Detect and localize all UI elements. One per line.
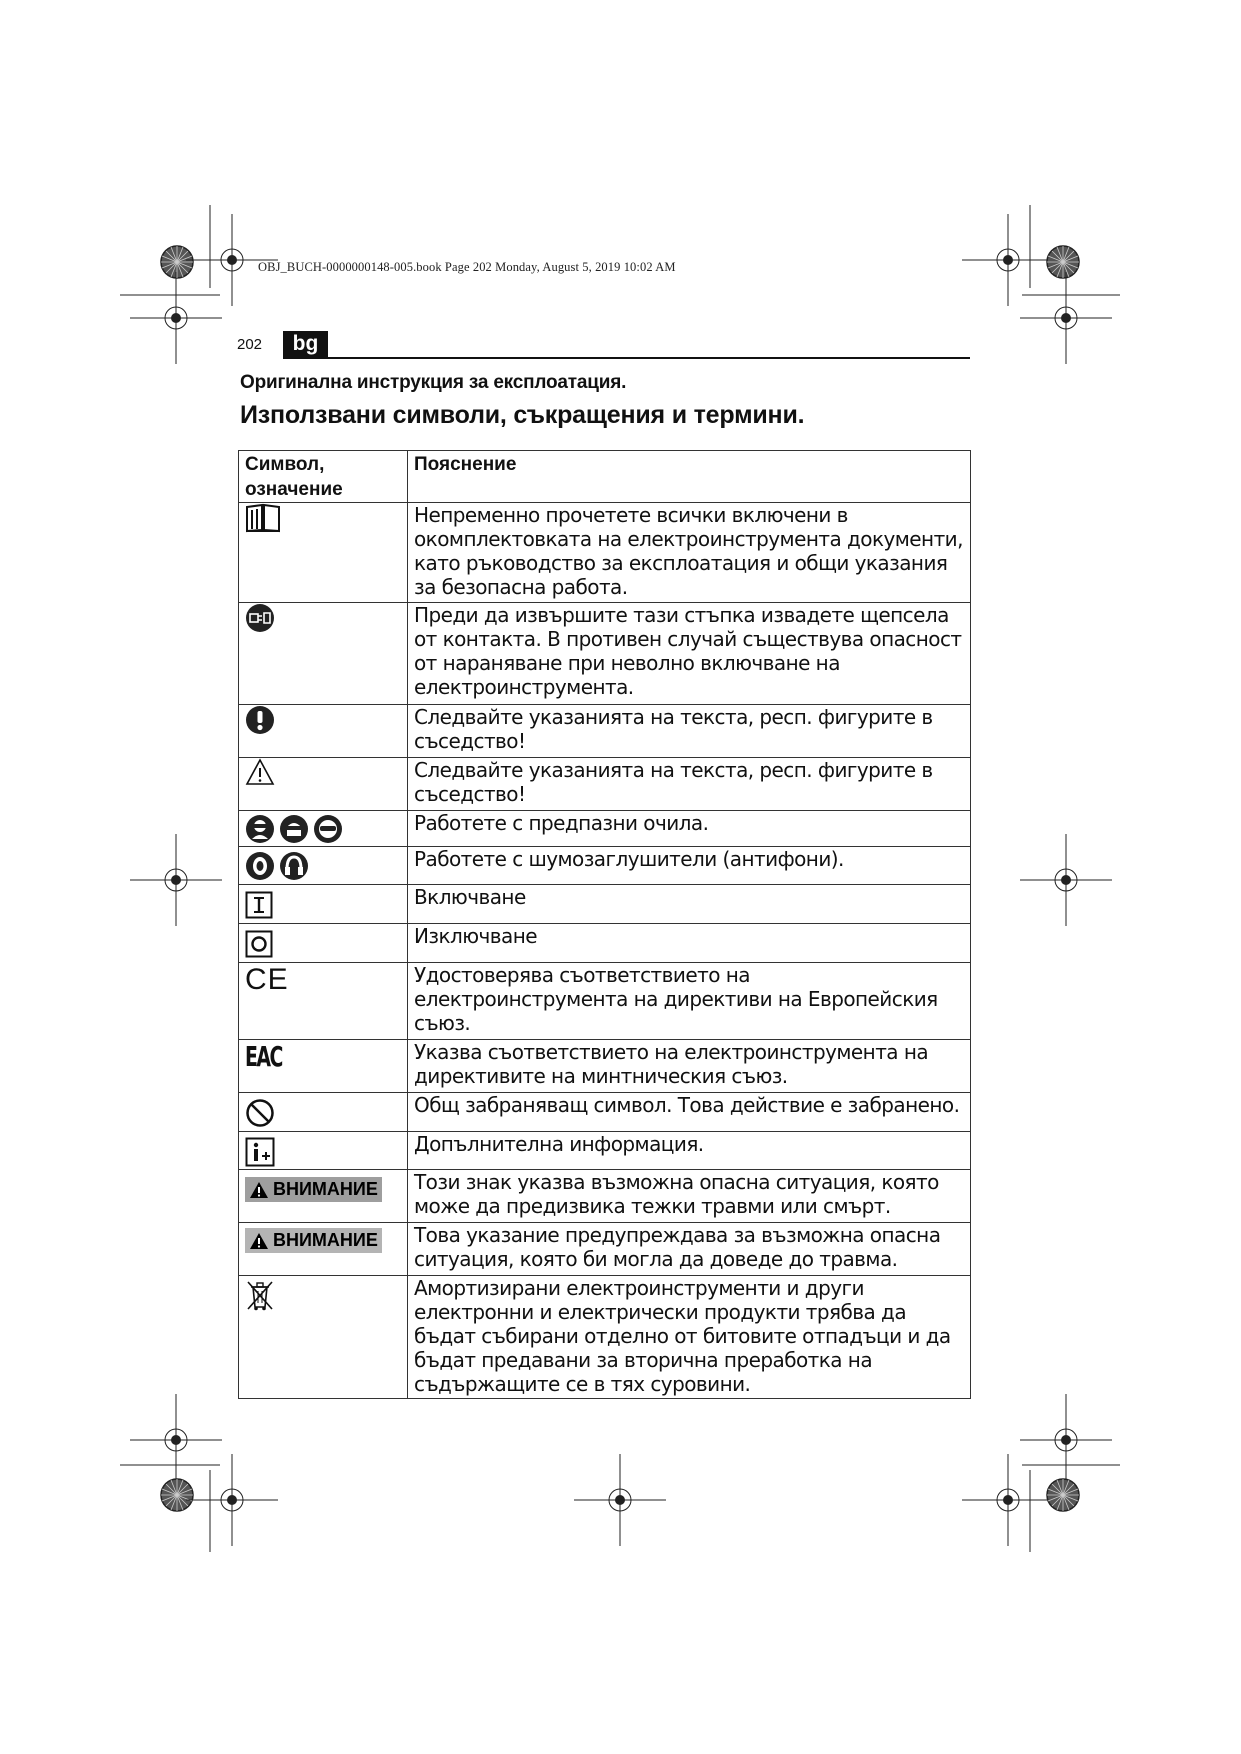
table-row xyxy=(239,1040,971,1093)
row-explanation: Това указание предупреждава за възможна опасна ситуация, която би могла да доведе до травма. xyxy=(408,1223,971,1276)
table-row xyxy=(239,503,971,603)
ear-protection-icons xyxy=(245,851,311,881)
table-row xyxy=(239,1170,971,1223)
row-explanation: Този знак указва възможна опасна ситуация, която може да предизвика тежки травми или смърт. xyxy=(408,1170,971,1223)
language-badge: bg xyxy=(283,331,328,357)
table-header-row xyxy=(239,451,971,503)
table-row xyxy=(239,1132,971,1170)
table-row xyxy=(239,885,971,924)
table-row xyxy=(239,1276,971,1399)
row-explanation: Допълнителна информация. xyxy=(408,1132,971,1170)
table-row xyxy=(239,1223,971,1276)
row-explanation: Указва съответствието на електроинструмента на директивите на минтническия съюз. xyxy=(408,1040,971,1093)
table-row xyxy=(239,924,971,963)
table-row xyxy=(239,1093,971,1132)
header-symbol: Символ, означение xyxy=(239,451,408,503)
row-explanation: Следвайте указанията на текста, респ. фигурите в съседство! xyxy=(408,705,971,758)
weee-bin-icon xyxy=(245,1279,275,1311)
eac-mark-icon: EAC xyxy=(245,1040,282,1073)
section-title: Използвани символи, съкращения и термини. xyxy=(240,401,805,429)
row-explanation: Удостоверява съответствието на електроинструмента на директиви на Европейския съюз. xyxy=(408,963,971,1040)
row-explanation: Преди да извършите тази стъпка извадете щепсела от контакта. В противен случай съществува опасност от нараняване при неволно включване на електроинструмента. xyxy=(408,603,971,705)
table-row xyxy=(239,811,971,847)
switch-on-icon xyxy=(245,891,273,919)
document-subtitle: Оригинална инструкция за експлоатация. xyxy=(240,372,627,393)
warning-triangle-icon xyxy=(249,1181,269,1199)
table-row xyxy=(239,847,971,885)
row-explanation: Следвайте указанията на текста, респ. фигурите в съседство! xyxy=(408,758,971,811)
header-divider xyxy=(283,357,970,359)
switch-off-icon xyxy=(245,930,273,958)
row-explanation: Общ забраняващ символ. Това действие е забранено. xyxy=(408,1093,971,1132)
row-explanation: Включване xyxy=(408,885,971,924)
warning-triangle-icon xyxy=(245,758,275,786)
unplug-icon xyxy=(245,603,275,633)
table-row xyxy=(239,963,971,1040)
print-file-info: OBJ_BUCH-0000000148-005.book Page 202 Monday, August 5, 2019 10:02 AM xyxy=(258,260,676,274)
table-row xyxy=(239,705,971,758)
warning-label-text: ВНИМАНИЕ xyxy=(273,1230,378,1250)
warning-triangle-icon xyxy=(249,1232,269,1250)
ce-mark-icon: CE xyxy=(245,963,289,996)
warning-label-text: ВНИМАНИЕ xyxy=(273,1179,378,1199)
prohibition-icon xyxy=(245,1098,275,1128)
header-explanation: Пояснение xyxy=(408,451,971,503)
warning-label-light xyxy=(245,1228,382,1253)
table-row xyxy=(239,603,971,705)
row-explanation: Работете с предпазни очила. xyxy=(408,811,971,847)
eye-protection-icons xyxy=(245,814,345,844)
warning-label-dark xyxy=(245,1177,382,1202)
row-explanation: Непременно прочетете всички включени в окомплектовката на електроинструмента документи, като ръководство за експлоатация и общи указания за безопасна работа. xyxy=(408,503,971,603)
row-explanation: Амортизирани електроинструменти и други електронни и електрически продукти трябва да бъдат събирани отделно от битовите отпадъци и да бъдат предавани за вторична преработка на съдържащите се в тях суровини. xyxy=(408,1276,971,1399)
manual-book-icon xyxy=(245,503,281,533)
mandatory-exclamation-icon xyxy=(245,705,275,735)
info-icon xyxy=(245,1137,275,1167)
page-number: 202 xyxy=(237,336,263,353)
table-row xyxy=(239,758,971,811)
row-explanation: Работете с шумозаглушители (антифони). xyxy=(408,847,971,885)
symbols-table xyxy=(238,450,971,1399)
row-explanation: Изключване xyxy=(408,924,971,963)
